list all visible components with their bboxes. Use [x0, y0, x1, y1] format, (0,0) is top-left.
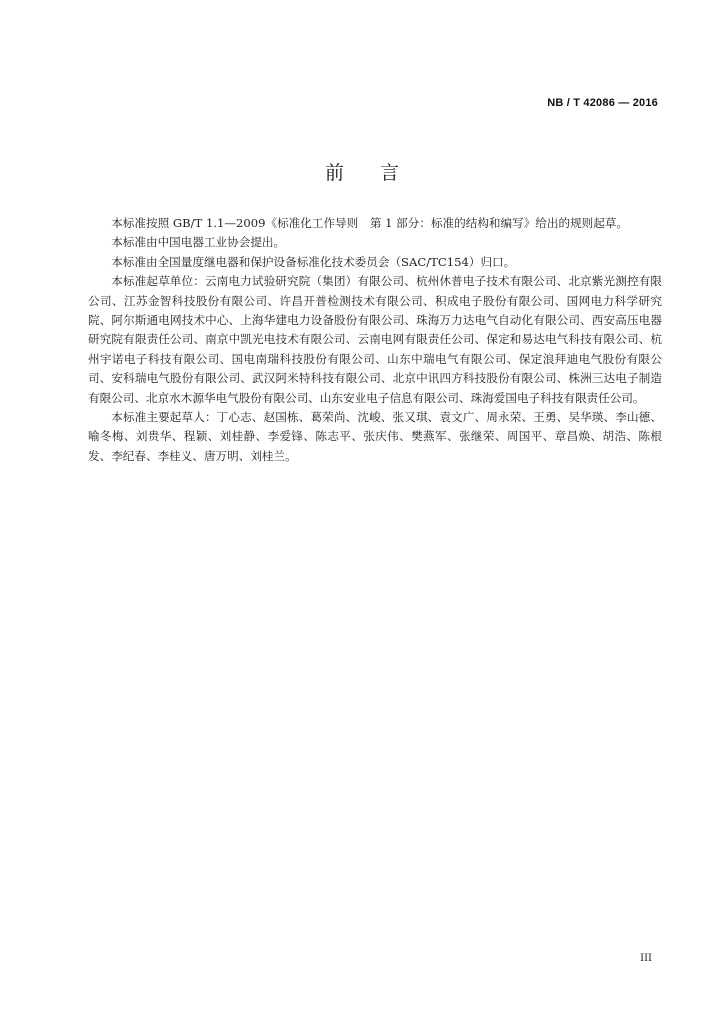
page-title: 前言 — [324, 162, 435, 184]
standard-code: NB / T 42086 — 2016 — [547, 97, 658, 109]
preface-body — [88, 214, 662, 466]
paragraph-drafters: 本标准主要起草人：丁心志、赵国栋、葛荣尚、沈峻、张又琪、袁文广、周永荣、王勇、吴华瑛、李山德、喻冬梅、刘贵华、程颖、刘桂静、李爱锋、陈志平、张庆伟、樊燕军、张继荣、周国平、章昌焕、胡浩、陈根发、李纪春、李桂义、唐万明、刘桂兰。 — [88, 410, 662, 463]
page-number: III — [640, 953, 652, 964]
paragraph-proposer: 本标准由中国电器工业协会提出。 — [111, 235, 286, 250]
paragraph-centralized-management: 本标准由全国量度继电器和保护设备标准化技术委员会（SAC/TC154）归口。 — [111, 254, 516, 269]
paragraph-drafting-units: 本标准起草单位：云南电力试验研究院（集团）有限公司、杭州休普电子技术有限公司、北京紫光测控有限公司、江苏金智科技股份有限公司、许昌开普检测技术有限公司、积成电子股份有限公司、国网电力科学研究院、阿尔斯通电网技术中心、上海华建电力设备股份有限公司、珠海万力达电气自动化有限公司、西安高压电器研究院有限责任公司、南京中凯光电技术有限公司、云南电网有限责任公司、保定和易达电气科技有限公司、杭州宇诺电子科技有限公司、国电南瑞科技股份有限公司、山东中瑞电气有限公司、保定浪拜迪电气股份有限公司、安科瑞电气股份有限公司、武汉阿米特科技有限公司、北京中讯四方科技股份有限公司、株洲三达电子制造有限公司、北京水木源华电气股份有限公司、山东安业电子信息有限公司、珠海爱国电子科技有限责任公司。 — [88, 274, 662, 405]
paragraph-drafting-rules: 本标准按照 GB/T 1.1—2009《标准化工作导则 第 1 部分：标准的结构和编写》给出的规则起草。 — [111, 216, 629, 230]
